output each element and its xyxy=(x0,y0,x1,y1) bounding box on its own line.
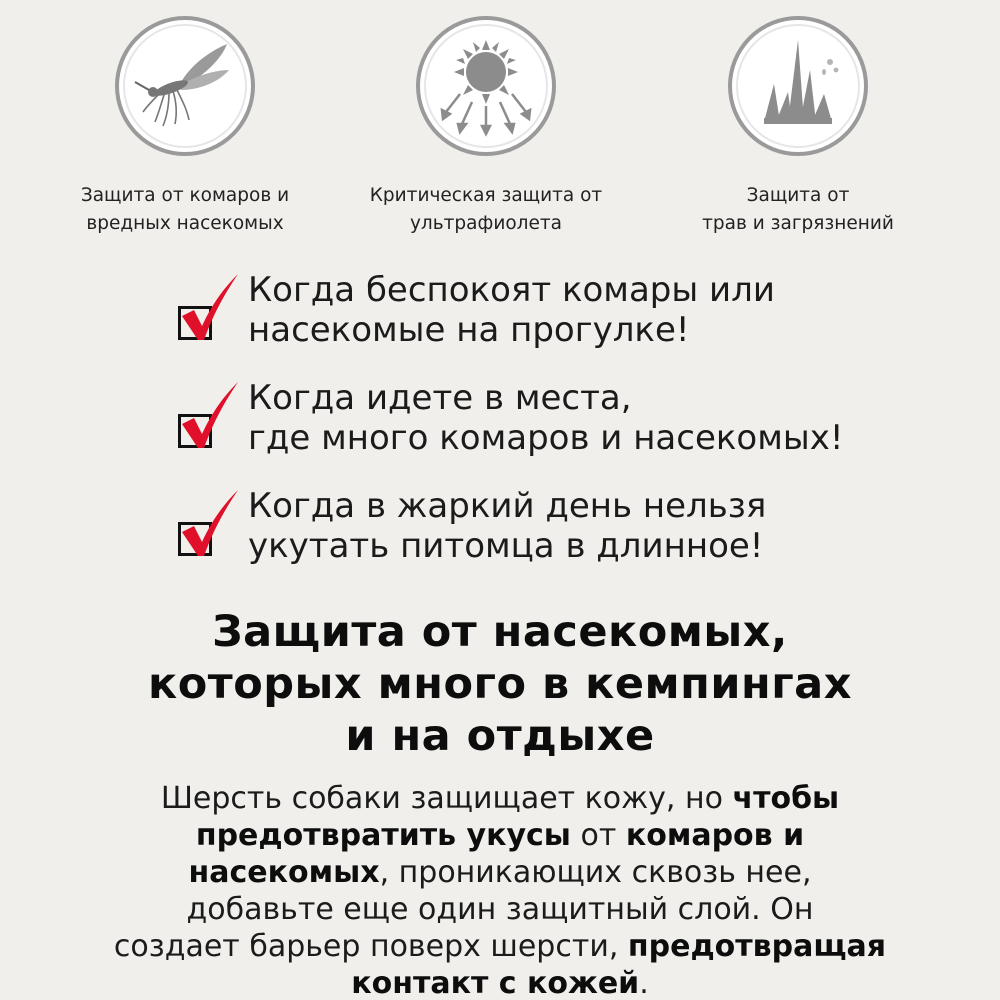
headline-line: Защита от насекомых, xyxy=(212,607,788,657)
sun-rays-icon xyxy=(432,32,540,140)
feature-circle xyxy=(416,16,556,156)
checklist-text xyxy=(248,378,843,458)
headline-line: которых много в кемпингах xyxy=(148,659,852,709)
checklist-line: Когда беспокоят комары или xyxy=(248,270,775,310)
feature-caption xyxy=(336,182,636,238)
headline xyxy=(0,606,1000,762)
caption-line: Защита от xyxy=(746,185,850,206)
headline-line: и на отдыхе xyxy=(345,711,655,761)
feature-uv xyxy=(336,16,636,238)
feature-row xyxy=(0,16,1000,256)
body-text-bold: предотвратить укусы xyxy=(195,818,571,853)
body-text-bold: насекомых xyxy=(188,855,380,890)
body-line xyxy=(50,854,950,891)
caption-line: трав и загрязнений xyxy=(702,213,894,234)
list-item xyxy=(172,378,972,486)
caption-line: ультрафиолета xyxy=(409,213,562,234)
body-text-bold: чтобы xyxy=(732,781,840,816)
feature-circle xyxy=(728,16,868,156)
body-line xyxy=(50,965,950,1000)
mosquito-icon xyxy=(131,32,239,140)
checklist-line: укутать питомца в длинное! xyxy=(248,526,764,566)
red-checkmark-icon xyxy=(172,270,244,350)
checklist-line: насекомые на прогулке! xyxy=(248,310,690,350)
body-line xyxy=(50,817,950,854)
checklist-text xyxy=(248,270,775,350)
feature-mosquito xyxy=(35,16,335,238)
body-paragraph xyxy=(50,780,950,1000)
grass-icon xyxy=(744,32,852,140)
body-text-bold: контакт с кожей xyxy=(351,966,640,1000)
body-line xyxy=(50,891,950,928)
caption-line: Критическая защита от xyxy=(369,185,603,206)
caption-line: вредных насекомых xyxy=(86,213,284,234)
red-checkmark-icon xyxy=(172,486,244,566)
body-line xyxy=(50,928,950,965)
body-text-bold: комаров и xyxy=(625,818,805,853)
checklist xyxy=(172,270,972,594)
list-item xyxy=(172,270,972,378)
feature-caption xyxy=(35,182,335,238)
body-text-regular: Шерсть собаки защищает кожу, но xyxy=(160,781,733,816)
checklist-text xyxy=(248,486,766,566)
body-text-regular: от xyxy=(570,818,626,853)
list-item xyxy=(172,486,972,594)
checklist-line: Когда идете в места, xyxy=(248,378,632,418)
checklist-line: Когда в жаркий день нельзя xyxy=(248,486,767,526)
checklist-line: где много комаров и насекомых! xyxy=(248,418,844,458)
body-text-regular: создает барьер поверх шерсти, xyxy=(113,929,628,964)
feature-caption xyxy=(648,182,948,238)
feature-circle xyxy=(115,16,255,156)
body-text-regular: . xyxy=(639,966,649,1000)
body-text-regular: добавьте еще один защитный слой. Он xyxy=(186,892,814,927)
body-text-regular: , проникающих сквозь нее, xyxy=(379,855,812,890)
caption-line: Защита от комаров и xyxy=(80,185,290,206)
body-line xyxy=(50,780,950,817)
red-checkmark-icon xyxy=(172,378,244,458)
feature-grass xyxy=(648,16,948,238)
body-text-bold: предотвращая xyxy=(627,929,887,964)
